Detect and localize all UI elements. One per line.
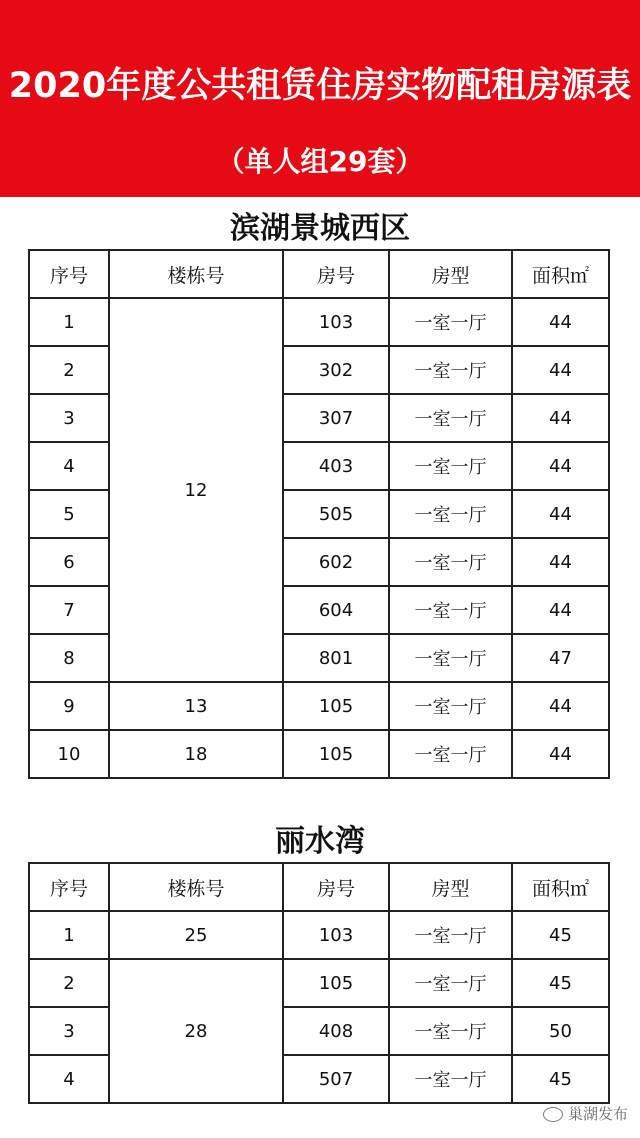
cell-building: 28	[109, 959, 283, 1103]
cell-room: 801	[283, 634, 389, 682]
header-building: 楼栋号	[109, 863, 283, 911]
cell-area: 45	[512, 1055, 609, 1103]
cell-room: 602	[283, 538, 389, 586]
cell-room: 103	[283, 298, 389, 346]
table-row	[29, 682, 609, 730]
cell-area: 47	[512, 634, 609, 682]
cell-no: 7	[29, 586, 109, 634]
cell-area: 44	[512, 298, 609, 346]
cell-type: 一室一厅	[389, 1007, 512, 1055]
cell-area: 44	[512, 394, 609, 442]
cell-area: 45	[512, 911, 609, 959]
cell-building: 13	[109, 682, 283, 730]
cell-no: 3	[29, 394, 109, 442]
cell-room: 505	[283, 490, 389, 538]
cell-building: 18	[109, 730, 283, 778]
cell-type: 一室一厅	[389, 442, 512, 490]
cell-no: 4	[29, 442, 109, 490]
cell-area: 44	[512, 538, 609, 586]
cell-type: 一室一厅	[389, 959, 512, 1007]
cell-type: 一室一厅	[389, 538, 512, 586]
table-row	[29, 911, 609, 959]
section-title-lishuiwan: 丽水湾	[275, 824, 365, 859]
table-row	[29, 298, 609, 346]
cell-room: 103	[283, 911, 389, 959]
cell-room: 307	[283, 394, 389, 442]
cell-type: 一室一厅	[389, 298, 512, 346]
cell-no: 5	[29, 490, 109, 538]
cell-room: 403	[283, 442, 389, 490]
cell-type: 一室一厅	[389, 394, 512, 442]
page-subtitle: （单人组29套）	[216, 145, 424, 178]
cell-no: 1	[29, 298, 109, 346]
cell-area: 44	[512, 346, 609, 394]
cell-no: 4	[29, 1055, 109, 1103]
cell-room: 105	[283, 730, 389, 778]
table-row	[29, 730, 609, 778]
header-no: 序号	[29, 250, 109, 298]
watermark-text: 巢湖发布	[567, 1105, 628, 1123]
cell-room: 507	[283, 1055, 389, 1103]
header-room: 房号	[283, 863, 389, 911]
cell-type: 一室一厅	[389, 346, 512, 394]
cell-area: 44	[512, 442, 609, 490]
cell-no: 9	[29, 682, 109, 730]
cell-no: 6	[29, 538, 109, 586]
cell-room: 604	[283, 586, 389, 634]
wechat-icon	[543, 1107, 563, 1122]
cell-no: 10	[29, 730, 109, 778]
cell-room: 105	[283, 959, 389, 1007]
watermark	[543, 1103, 628, 1124]
header-room: 房号	[283, 250, 389, 298]
cell-type: 一室一厅	[389, 1055, 512, 1103]
header-no: 序号	[29, 863, 109, 911]
table-lishuiwan	[28, 862, 610, 1104]
cell-area: 44	[512, 490, 609, 538]
cell-no: 2	[29, 959, 109, 1007]
cell-area: 44	[512, 586, 609, 634]
cell-building: 12	[109, 298, 283, 682]
cell-area: 44	[512, 730, 609, 778]
cell-type: 一室一厅	[389, 634, 512, 682]
header-area: 面积㎡	[512, 863, 609, 911]
cell-room: 105	[283, 682, 389, 730]
title-banner	[0, 0, 640, 197]
cell-no: 1	[29, 911, 109, 959]
section-title-binhu: 滨湖景城西区	[230, 211, 410, 246]
cell-type: 一室一厅	[389, 730, 512, 778]
header-type: 房型	[389, 250, 512, 298]
table-header-row	[29, 863, 609, 911]
cell-no: 8	[29, 634, 109, 682]
cell-area: 45	[512, 959, 609, 1007]
table-row	[29, 959, 609, 1007]
cell-type: 一室一厅	[389, 911, 512, 959]
cell-type: 一室一厅	[389, 682, 512, 730]
table-header-row	[29, 250, 609, 298]
header-building: 楼栋号	[109, 250, 283, 298]
table-binhu	[28, 249, 610, 779]
page-title: 2020年度公共租赁住房实物配租房源表	[8, 66, 632, 106]
cell-area: 50	[512, 1007, 609, 1055]
header-area: 面积㎡	[512, 250, 609, 298]
cell-type: 一室一厅	[389, 490, 512, 538]
header-type: 房型	[389, 863, 512, 911]
cell-room: 408	[283, 1007, 389, 1055]
cell-no: 3	[29, 1007, 109, 1055]
cell-type: 一室一厅	[389, 586, 512, 634]
cell-no: 2	[29, 346, 109, 394]
cell-building: 25	[109, 911, 283, 959]
cell-room: 302	[283, 346, 389, 394]
cell-area: 44	[512, 682, 609, 730]
